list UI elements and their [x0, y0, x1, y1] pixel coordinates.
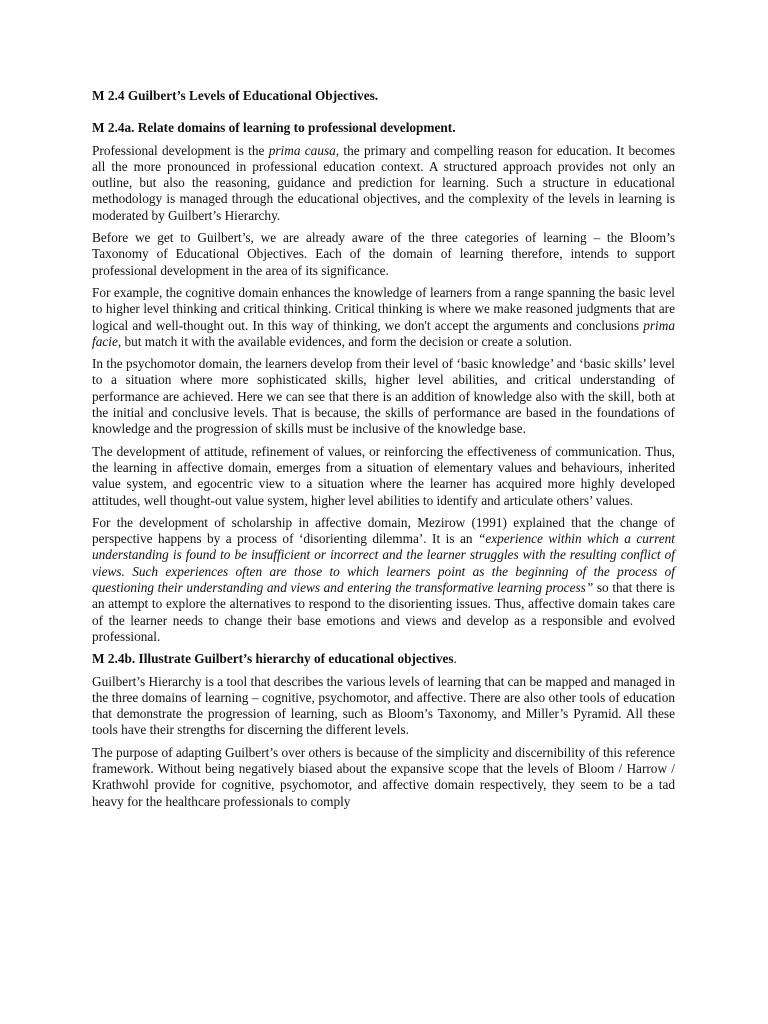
- section-a-paragraph-6: [92, 515, 675, 645]
- text-run: Professional development is the: [92, 142, 269, 158]
- section-a-paragraph-2: Before we get to Guilbert’s, we are already aware of the three categories of learning – the Bloom’s Taxonomy of Educational Objectives. Each of the domain of learning therefore, intends to support professional development in the area of its significance.: [92, 230, 675, 278]
- text-run: For the development of scholarship in affective domain, Mezirow (1991) explained that the change of perspective happens by a process of ‘disorienting dilemma’. It is an: [92, 514, 675, 547]
- text-run: , but match it with the available evidences, and form the decision or create a solution.: [117, 333, 573, 349]
- section-a-heading: M 2.4a. Relate domains of learning to professional development.: [92, 120, 456, 136]
- section-b-paragraph-2: The purpose of adapting Guilbert’s over others is because of the simplicity and discernibility of this reference framework. Without being negatively biased about the expansive scope that the levels of Bloom / Harrow / Krathwohl provide for cognitive, psychomotor, and affective domain respectively, they seem to be a tad heavy for the healthcare professionals to comply: [92, 744, 675, 809]
- section-a-paragraph-3: [92, 285, 675, 350]
- section-a-paragraph-4: In the psychomotor domain, the learners develop from their level of ‘basic knowledge’ and ‘basic skills’ level to a situation where more sophisticated skills, higher level abilities, and critical understanding of performance are achieved. Here we can see that there is an addition of knowledge also with the skill, both at the initial and conclusive levels. That is because, the skills of performance are based in the foundations of knowledge and the progression of skills must be inclusive of the knowledge base.: [92, 356, 675, 437]
- text-run: For example, the cognitive domain enhances the knowledge of learners from a range spanning the basic level to higher level thinking and critical thinking. Critical thinking is where we make reasoned judgments that are logical and well-thought out. In this way of thinking, we don't accept the arguments and conclusions: [92, 284, 675, 333]
- italic-quote: “experience within which a current understanding is found to be insufficient or incorrect and the learner struggles with the resulting conflict of views. Such experiences often are those to which learners point as the beginning of the process of questioning their understanding and views and entering the transformative learning process”: [92, 531, 675, 596]
- italic-term: prima facie: [92, 317, 675, 349]
- section-b-paragraph-1: Guilbert’s Hierarchy is a tool that describes the various levels of learning that can be mapped and managed in the three domains of learning – cognitive, psychomotor, and affective. There are also other tools of education that demonstrate the progression of learning, such as Bloom’s Taxonomy, and Miller’s Pyramid. All these tools have their strengths for discerning the different levels.: [92, 673, 675, 738]
- text-run: so that there is an attempt to explore the alternatives to respond to the disorienting issues. Thus, affective domain takes care of the learner needs to change their base emotions and views and develop as a responsible and evolved professional.: [92, 580, 675, 644]
- section-a-paragraph-1: [92, 143, 675, 224]
- document-page: [92, 88, 675, 816]
- text-run: , the primary and compelling reason for education. It becomes all the more pronounced in professional education context. A structured approach provides not only an outline, but also the reasoning, guidance and prediction for learning. Such a structure in educational methodology is managed through the educational objectives, and the complexity of the levels in learning is moderated by Guilbert’s Hierarchy.: [92, 142, 676, 223]
- heading-period: .: [453, 651, 457, 667]
- section-b-heading-text: M 2.4b. Illustrate Guilbert’s hierarchy of educational objectives: [92, 651, 454, 667]
- section-b-heading: [92, 651, 675, 667]
- italic-term: prima causa: [268, 142, 336, 158]
- page-title: M 2.4 Guilbert’s Levels of Educational Objectives.: [92, 88, 379, 103]
- section-a-paragraph-5: The development of attitude, refinement of values, or reinforcing the effectiveness of communication. Thus, the learning in affective domain, emerges from a situation of elementary values and behaviours, inherited value system, and egocentric view to a situation where the learner has acquired more highly developed attitudes, well thought-out value system, higher level abilities to identify and articulate others’ values.: [92, 443, 675, 508]
